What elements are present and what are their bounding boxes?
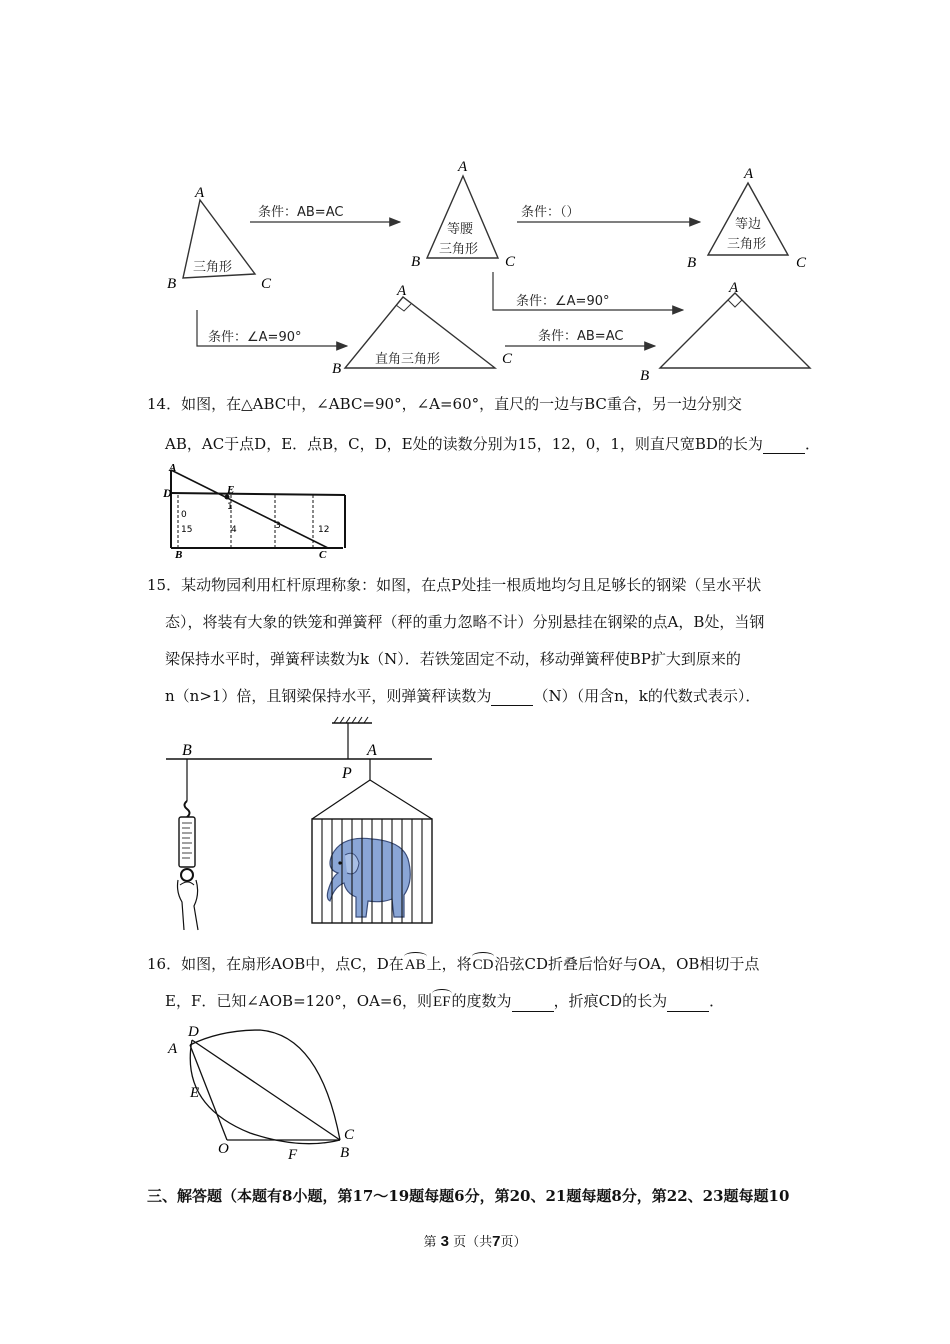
tri5-label-a: A — [729, 280, 739, 296]
q16-answer-blank-1 — [512, 997, 554, 1012]
q14-tick-3: 3 — [275, 521, 281, 531]
tri1-text: 三角形 — [193, 260, 233, 275]
section3-heading: 三、解答题（本题有8小题，第17～19题每题6分，第20、21题每题8分，第22、23题每题10 — [147, 1187, 790, 1205]
tri4-label-c: C — [502, 351, 513, 367]
q16-text-2c: ，折痕CD的长为 — [553, 992, 668, 1010]
tri2-label-c: C — [505, 254, 516, 270]
q14-tick-0: 0 — [181, 510, 187, 520]
q16-label-a: A — [168, 1041, 178, 1057]
footer-middle: 页（共 — [453, 1235, 493, 1250]
tri4-text: 直角三角形 — [375, 352, 441, 367]
q14-line1 — [147, 394, 742, 414]
triangle-isosceles-right — [660, 293, 810, 368]
q16-line1 — [147, 954, 759, 975]
q14-label-b: B — [175, 549, 183, 560]
tri2-label-b: B — [411, 254, 421, 270]
elephant-icon — [327, 838, 410, 917]
tri5-label-b: B — [640, 368, 650, 382]
q16-text-2b: 的度数为 — [451, 992, 512, 1010]
arrow2-label: 条件：（） — [521, 205, 580, 220]
q15-line1 — [147, 575, 761, 595]
q16-text-1a: 如图，在扇形AOB中，点C，D在 — [181, 955, 404, 973]
tri1-label-b: B — [167, 276, 177, 292]
q16-answer-blank-2 — [667, 997, 709, 1012]
q14-tick-12: 12 — [318, 525, 330, 535]
q15-lever-figure — [160, 715, 440, 935]
tri2-label-a: A — [458, 159, 468, 175]
q14-label-d: D — [163, 486, 172, 500]
footer-suffix: 页） — [500, 1235, 527, 1250]
q15-line4 — [165, 686, 760, 706]
arrow4-label: 条件：∠A=90° — [208, 330, 302, 345]
q15-text-2: 态），将装有大象的铁笼和弹簧秤（秤的重力忽略不计）分别悬挂在钢梁的点A，B处，当钢 — [165, 613, 765, 631]
tri1-label-a: A — [195, 185, 205, 201]
footer-total-pages: 7 — [492, 1233, 501, 1250]
q15-label-p: P — [342, 765, 352, 782]
q16-sector-figure — [160, 1015, 370, 1165]
q14-text-2: AB，AC于点D，E．点B，C，D，E处的读数分别为15，12，0，1，则直尺宽BD的长为 — [165, 435, 763, 453]
q16-arc-ef: EF — [433, 994, 451, 1010]
q15-label-a: A — [367, 742, 377, 759]
arrow3-label: 条件：∠A=90° — [516, 294, 610, 309]
triangle-flowchart-figure — [155, 150, 815, 382]
q14-text-2-end: ． — [804, 435, 820, 453]
tri2-text-1: 等腰 — [447, 222, 474, 237]
q16-label-f: F — [288, 1147, 298, 1163]
q16-label-c: C — [344, 1127, 355, 1143]
q14-label-a: A — [169, 462, 177, 474]
q16-label-d: D — [188, 1024, 199, 1040]
q14-line2 — [165, 434, 820, 454]
q14-answer-blank — [763, 439, 805, 454]
q16-text-1c: 沿弦CD折叠后恰好与OA，OB相切于点 — [494, 955, 760, 973]
q14-number: 14． — [147, 395, 182, 413]
q16-arc-ab: AB — [404, 957, 426, 973]
q15-text-1: 某动物园利用杠杆原理称象：如图，在点P处挂一根质地均匀且足够长的钢梁（呈水平状 — [181, 576, 762, 594]
arrow1-label: 条件：AB=AC — [258, 205, 344, 220]
tri1-label-c: C — [261, 276, 272, 292]
q14-label-e: E — [227, 484, 235, 496]
footer-prefix: 第 — [423, 1235, 437, 1250]
tri2-text-2: 三角形 — [439, 242, 479, 257]
q16-label-e: E — [190, 1085, 200, 1101]
q16-text-1b: 上，将 — [426, 955, 472, 973]
q16-arc-cd: CD — [472, 957, 494, 973]
tri4-label-a: A — [397, 283, 407, 299]
q15-answer-blank — [491, 691, 533, 706]
q15-line2 — [165, 612, 764, 632]
tri3-label-c: C — [796, 255, 807, 271]
q16-line2 — [165, 991, 724, 1012]
tri3-text-2: 三角形 — [727, 237, 767, 252]
footer-page-number: 3 — [440, 1233, 449, 1250]
q15-line3 — [165, 649, 741, 669]
page-footer — [0, 1231, 950, 1250]
tri3-label-a: A — [744, 166, 754, 182]
q16-number: 16． — [147, 955, 182, 973]
q14-label-c: C — [319, 549, 327, 560]
q15-text-4b: （N）（用含n，k的代数式表示）． — [533, 687, 761, 705]
tri3-text-1: 等边 — [735, 217, 762, 232]
arrow5-label: 条件：AB=AC — [538, 329, 624, 344]
tri4-label-b: B — [332, 361, 342, 377]
q15-text-3: 梁保持水平时，弹簧秤读数为k（N）．若铁笼固定不动，移动弹簧秤使BP扩大到原来的 — [165, 650, 741, 668]
q14-ruler-figure — [163, 460, 358, 560]
q14-tick-4: 4 — [231, 525, 237, 535]
q15-number: 15． — [147, 576, 182, 594]
q16-text-2d: ． — [709, 992, 725, 1010]
q16-text-2a: E，F．已知∠AOB=120°，OA=6，则 — [165, 992, 433, 1010]
q15-label-b: B — [182, 742, 192, 759]
q16-label-o: O — [218, 1141, 229, 1157]
q14-text-1: 如图，在△ABC中，∠ABC=90°，∠A=60°，直尺的一边与BC重合，另一边分别交 — [181, 395, 742, 413]
tri3-label-b: B — [687, 255, 697, 271]
q16-label-b: B — [340, 1145, 350, 1161]
q14-tick-1: 1 — [227, 502, 233, 512]
q15-text-4a: n（n>1）倍，且钢梁保持水平，则弹簧秤读数为 — [165, 687, 492, 705]
q14-tick-15: 15 — [181, 525, 193, 535]
